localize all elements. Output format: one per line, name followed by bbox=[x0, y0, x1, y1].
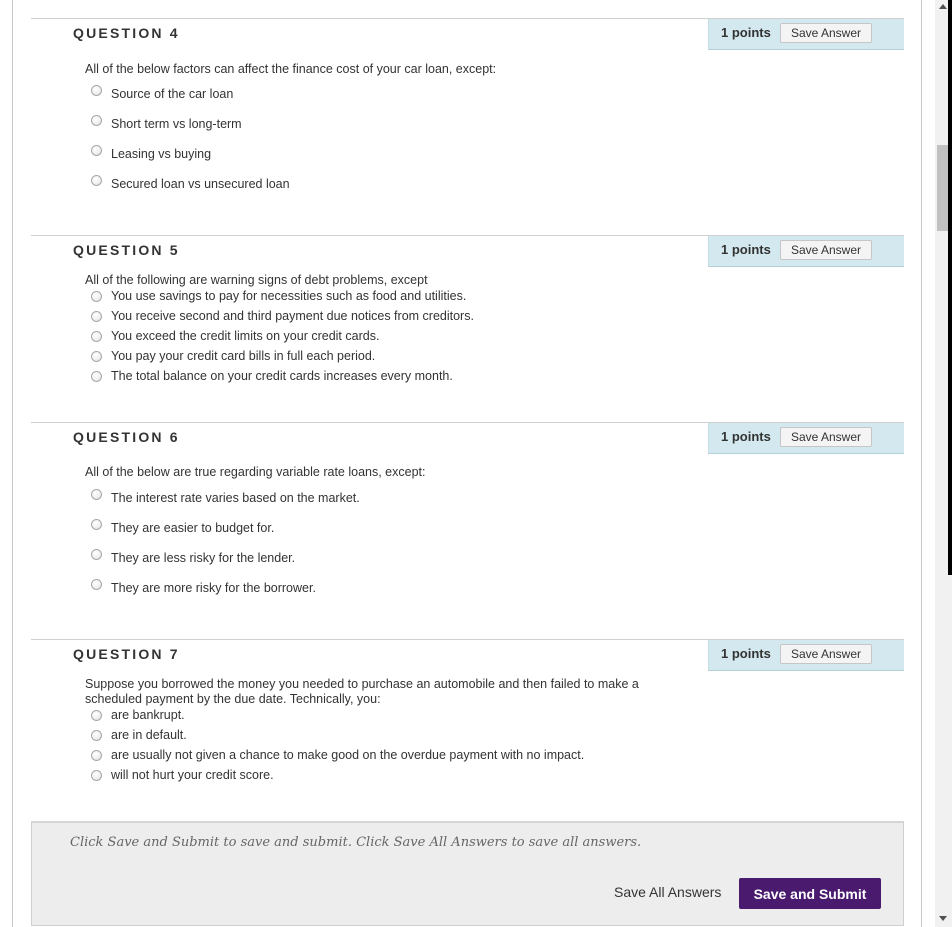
radio-button[interactable] bbox=[91, 710, 102, 721]
answer-option-label: Short term vs long-term bbox=[111, 117, 242, 131]
answer-option-label: You use savings to pay for necessities such as food and utilities. bbox=[111, 289, 467, 303]
question-text-line: Suppose you borrowed the money you needed to purchase an automobile and then failed to make a bbox=[85, 677, 639, 691]
points-box bbox=[708, 19, 904, 50]
answer-option[interactable] bbox=[91, 489, 360, 507]
radio-button[interactable] bbox=[91, 311, 102, 322]
points-label: 1 points bbox=[721, 25, 771, 40]
answer-option[interactable] bbox=[91, 347, 375, 365]
answer-option[interactable] bbox=[91, 746, 584, 764]
answer-option[interactable] bbox=[91, 287, 466, 305]
answer-option-label: Leasing vs buying bbox=[111, 147, 212, 161]
question-text: All of the below are true regarding variable rate loans, except: bbox=[85, 465, 426, 479]
radio-button[interactable] bbox=[91, 85, 102, 96]
question-title: QUESTION 6 bbox=[73, 429, 180, 445]
answer-option[interactable] bbox=[91, 706, 185, 724]
answer-option-label: are in default. bbox=[111, 728, 187, 742]
content-frame-left-border bbox=[12, 0, 13, 927]
question-text bbox=[85, 677, 675, 707]
question-7 bbox=[31, 639, 904, 820]
scroll-down-arrow-icon[interactable] bbox=[939, 916, 947, 921]
submit-panel bbox=[31, 821, 904, 926]
save-all-answers-button[interactable]: Save All Answers bbox=[614, 884, 722, 900]
question-text: All of the following are warning signs of debt problems, except bbox=[85, 273, 428, 287]
save-answer-button[interactable]: Save Answer bbox=[780, 644, 872, 664]
answer-option[interactable] bbox=[91, 115, 242, 133]
answer-option[interactable] bbox=[91, 145, 211, 163]
radio-button[interactable] bbox=[91, 115, 102, 126]
question-title: QUESTION 4 bbox=[73, 25, 180, 41]
radio-button[interactable] bbox=[91, 175, 102, 186]
save-and-submit-button[interactable]: Save and Submit bbox=[739, 878, 881, 909]
radio-button[interactable] bbox=[91, 291, 102, 302]
answer-option-label: Source of the car loan bbox=[111, 87, 234, 101]
answer-option[interactable] bbox=[91, 327, 379, 345]
answer-option[interactable] bbox=[91, 307, 474, 325]
answer-option[interactable] bbox=[91, 726, 187, 744]
points-label: 1 points bbox=[721, 242, 771, 257]
answer-option[interactable] bbox=[91, 579, 316, 597]
answer-option[interactable] bbox=[91, 367, 453, 385]
radio-button[interactable] bbox=[91, 371, 102, 382]
question-4 bbox=[31, 18, 904, 234]
answer-option-label: The interest rate varies based on the market. bbox=[111, 491, 360, 505]
points-box bbox=[708, 640, 904, 671]
answer-option[interactable] bbox=[91, 766, 274, 784]
answer-option-label: They are easier to budget for. bbox=[111, 521, 275, 535]
answer-option-label: You receive second and third payment due notices from creditors. bbox=[111, 309, 474, 323]
answer-option[interactable] bbox=[91, 519, 274, 537]
radio-button[interactable] bbox=[91, 770, 102, 781]
question-text: All of the below factors can affect the finance cost of your car loan, except: bbox=[85, 62, 497, 76]
answer-option-label: Secured loan vs unsecured loan bbox=[111, 177, 290, 191]
question-title: QUESTION 5 bbox=[73, 242, 180, 258]
radio-button[interactable] bbox=[91, 145, 102, 156]
save-answer-button[interactable]: Save Answer bbox=[780, 427, 872, 447]
answer-option-label: You exceed the credit limits on your credit cards. bbox=[111, 329, 380, 343]
radio-button[interactable] bbox=[91, 549, 102, 560]
content-frame-right-border bbox=[921, 0, 922, 927]
scrollbar-edge bbox=[948, 0, 952, 575]
radio-button[interactable] bbox=[91, 331, 102, 342]
radio-button[interactable] bbox=[91, 351, 102, 362]
points-label: 1 points bbox=[721, 429, 771, 444]
question-5 bbox=[31, 235, 904, 421]
answer-option-label: They are less risky for the lender. bbox=[111, 551, 296, 565]
question-title: QUESTION 7 bbox=[73, 646, 180, 662]
radio-button[interactable] bbox=[91, 519, 102, 530]
save-answer-button[interactable]: Save Answer bbox=[780, 240, 872, 260]
submit-instructions: Click Save and Submit to save and submit. Click Save All Answers to save all answers. bbox=[70, 835, 642, 850]
radio-button[interactable] bbox=[91, 750, 102, 761]
answer-option-label: The total balance on your credit cards increases every month. bbox=[111, 369, 453, 383]
radio-button[interactable] bbox=[91, 730, 102, 741]
answer-option[interactable] bbox=[91, 175, 290, 193]
answer-option-label: are bankrupt. bbox=[111, 708, 185, 722]
save-answer-button[interactable]: Save Answer bbox=[780, 23, 872, 43]
question-6 bbox=[31, 422, 904, 638]
radio-button[interactable] bbox=[91, 489, 102, 500]
points-label: 1 points bbox=[721, 646, 771, 661]
scroll-up-arrow-icon[interactable] bbox=[939, 4, 947, 9]
question-text-line: scheduled payment by the due date. Technically, you: bbox=[85, 692, 381, 706]
radio-button[interactable] bbox=[91, 579, 102, 590]
answer-option-label: are usually not given a chance to make good on the overdue payment with no impact. bbox=[111, 748, 585, 762]
answer-option-label: You pay your credit card bills in full each period. bbox=[111, 349, 376, 363]
answer-option[interactable] bbox=[91, 549, 295, 567]
points-box bbox=[708, 236, 904, 267]
answer-option-label: They are more risky for the borrower. bbox=[111, 581, 316, 595]
answer-option-label: will not hurt your credit score. bbox=[111, 768, 274, 782]
points-box bbox=[708, 423, 904, 454]
answer-option[interactable] bbox=[91, 85, 233, 103]
